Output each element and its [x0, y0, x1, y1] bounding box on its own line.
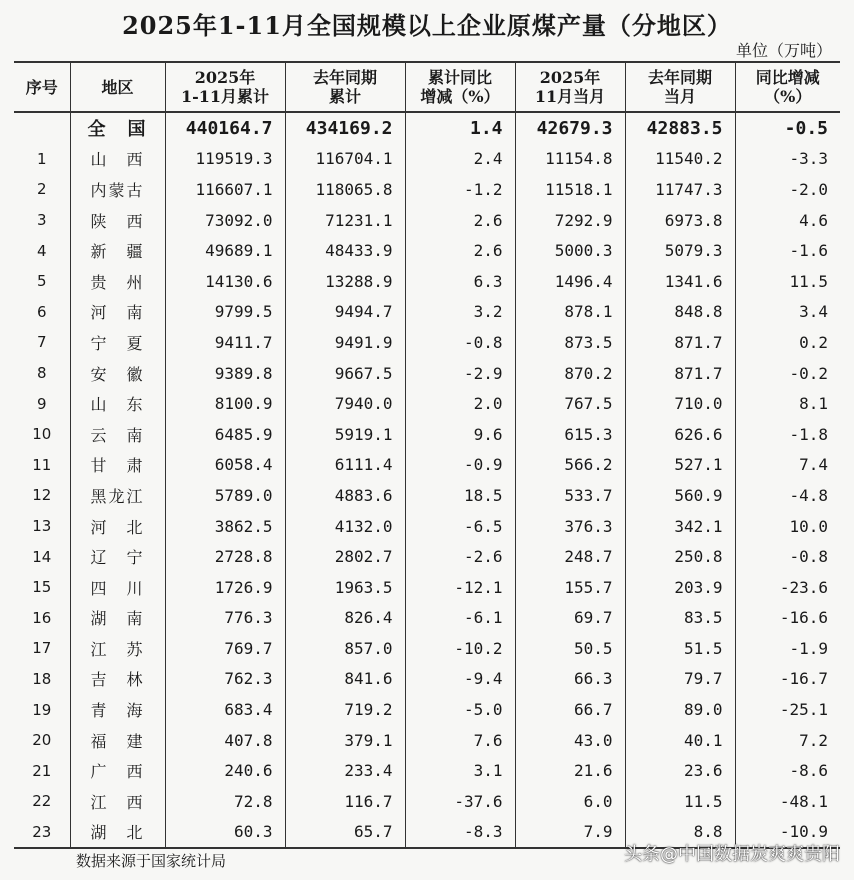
value-cell: 873.5	[515, 327, 625, 358]
value-cell: 6485.9	[165, 419, 285, 450]
table-title: 2025年1-11月全国规模以上企业原煤产量（分地区）	[122, 11, 732, 40]
row-number: 10	[32, 425, 52, 444]
value-cell: -0.8	[405, 327, 515, 358]
value-cell: 7940.0	[285, 388, 405, 419]
source-note: 数据来源于国家统计局	[76, 852, 227, 870]
table-row	[14, 725, 840, 756]
value-cell: 870.2	[515, 358, 625, 389]
value-cell: 7.6	[405, 725, 515, 756]
value-cell: 379.1	[285, 725, 405, 756]
value-cell: 9491.9	[285, 327, 405, 358]
region-cell: 河 南	[70, 297, 165, 328]
table-row	[14, 327, 840, 358]
value-cell: 8.8	[625, 817, 735, 849]
value-cell: -0.8	[735, 541, 840, 572]
value-cell: 626.6	[625, 419, 735, 450]
value-cell: -1.6	[735, 235, 840, 266]
row-number	[14, 112, 70, 144]
value-cell: 560.9	[625, 480, 735, 511]
value-cell: 83.5	[625, 603, 735, 634]
value-cell: -2.6	[405, 541, 515, 572]
value-cell: 9.6	[405, 419, 515, 450]
value-cell: -1.2	[405, 174, 515, 205]
column-header: 序号	[14, 62, 70, 112]
value-cell: 342.1	[625, 511, 735, 542]
value-cell: 21.6	[515, 755, 625, 786]
row-number: 18	[32, 669, 52, 688]
value-cell: 5000.3	[515, 235, 625, 266]
value-cell: 11.5	[735, 266, 840, 297]
column-header: 累计同比 增减（%）	[405, 62, 515, 112]
value-cell: -6.5	[405, 511, 515, 542]
table-row	[14, 541, 840, 572]
value-cell: -25.1	[735, 694, 840, 725]
value-cell: 407.8	[165, 725, 285, 756]
value-cell: 841.6	[285, 664, 405, 695]
region-cell: 湖 南	[70, 603, 165, 634]
table-row	[14, 664, 840, 695]
table-row	[14, 358, 840, 389]
value-cell: -0.2	[735, 358, 840, 389]
row-number: 17	[32, 639, 52, 658]
row-number: 9	[36, 394, 47, 413]
value-cell: 1496.4	[515, 266, 625, 297]
total-row	[14, 112, 840, 144]
value-cell: 89.0	[625, 694, 735, 725]
value-cell: 6973.8	[625, 205, 735, 236]
header-row	[14, 62, 840, 112]
value-cell: 857.0	[285, 633, 405, 664]
row-number: 7	[36, 333, 47, 352]
region-cell: 江 苏	[70, 633, 165, 664]
value-cell: 3862.5	[165, 511, 285, 542]
row-number: 2	[36, 180, 47, 199]
value-cell: 3.2	[405, 297, 515, 328]
value-cell: 65.7	[285, 817, 405, 849]
value-cell: 10.0	[735, 511, 840, 542]
value-cell: 49689.1	[165, 235, 285, 266]
row-number: 20	[32, 731, 52, 750]
value-cell: 11518.1	[515, 174, 625, 205]
table-row	[14, 511, 840, 542]
value-cell: 9389.8	[165, 358, 285, 389]
value-cell: -16.7	[735, 664, 840, 695]
value-cell: -23.6	[735, 572, 840, 603]
value-cell: 871.7	[625, 358, 735, 389]
value-cell: 8100.9	[165, 388, 285, 419]
table-row	[14, 235, 840, 266]
value-cell: 71231.1	[285, 205, 405, 236]
value-cell: 7.4	[735, 450, 840, 481]
table-row	[14, 480, 840, 511]
value-cell: 116704.1	[285, 144, 405, 175]
table-row	[14, 603, 840, 634]
value-cell: 848.8	[625, 297, 735, 328]
value-cell: 615.3	[515, 419, 625, 450]
value-cell: -48.1	[735, 786, 840, 817]
row-number: 8	[36, 364, 47, 383]
watermark: 头条@中国数据炭爽爽贵阳	[624, 844, 840, 865]
value-cell: -0.9	[405, 450, 515, 481]
value-cell: 66.7	[515, 694, 625, 725]
region-cell: 宁 夏	[70, 327, 165, 358]
value-cell: 9667.5	[285, 358, 405, 389]
value-cell: 60.3	[165, 817, 285, 849]
region-cell: 全 国	[70, 112, 165, 144]
value-cell: 5079.3	[625, 235, 735, 266]
row-number: 6	[36, 302, 47, 321]
value-cell: 248.7	[515, 541, 625, 572]
value-cell: 762.3	[165, 664, 285, 695]
value-cell: -2.9	[405, 358, 515, 389]
value-cell: 240.6	[165, 755, 285, 786]
row-number: 14	[32, 547, 52, 566]
value-cell: 767.5	[515, 388, 625, 419]
region-cell: 陕 西	[70, 205, 165, 236]
row-number: 15	[32, 578, 52, 597]
value-cell: 5789.0	[165, 480, 285, 511]
value-cell: 42679.3	[515, 112, 625, 144]
value-cell: 710.0	[625, 388, 735, 419]
region-cell: 新 疆	[70, 235, 165, 266]
value-cell: 376.3	[515, 511, 625, 542]
value-cell: 116607.1	[165, 174, 285, 205]
value-cell: 79.7	[625, 664, 735, 695]
value-cell: 233.4	[285, 755, 405, 786]
value-cell: 1963.5	[285, 572, 405, 603]
row-number: 5	[36, 272, 47, 291]
value-cell: 7.9	[515, 817, 625, 849]
value-cell: 6111.4	[285, 450, 405, 481]
value-cell: -6.1	[405, 603, 515, 634]
value-cell: 119519.3	[165, 144, 285, 175]
value-cell: 826.4	[285, 603, 405, 634]
value-cell: 2.6	[405, 205, 515, 236]
value-cell: 2.0	[405, 388, 515, 419]
value-cell: 51.5	[625, 633, 735, 664]
region-cell: 广 西	[70, 755, 165, 786]
value-cell: 18.5	[405, 480, 515, 511]
column-header: 同比增减 （%）	[735, 62, 840, 112]
row-number: 13	[32, 517, 52, 536]
value-cell: 155.7	[515, 572, 625, 603]
value-cell: 42883.5	[625, 112, 735, 144]
value-cell: 2728.8	[165, 541, 285, 572]
region-cell: 甘 肃	[70, 450, 165, 481]
value-cell: 5919.1	[285, 419, 405, 450]
value-cell: 533.7	[515, 480, 625, 511]
value-cell: 9411.7	[165, 327, 285, 358]
value-cell: 116.7	[285, 786, 405, 817]
value-cell: 878.1	[515, 297, 625, 328]
value-cell: 871.7	[625, 327, 735, 358]
row-number: 3	[36, 211, 47, 230]
value-cell: 1341.6	[625, 266, 735, 297]
value-cell: 769.7	[165, 633, 285, 664]
value-cell: -9.4	[405, 664, 515, 695]
row-number: 4	[36, 241, 47, 260]
value-cell: -0.5	[735, 112, 840, 144]
value-cell: 118065.8	[285, 174, 405, 205]
value-cell: 40.1	[625, 725, 735, 756]
value-cell: 69.7	[515, 603, 625, 634]
value-cell: 3.1	[405, 755, 515, 786]
region-cell: 安 徽	[70, 358, 165, 389]
value-cell: 2.4	[405, 144, 515, 175]
region-cell: 云 南	[70, 419, 165, 450]
value-cell: 66.3	[515, 664, 625, 695]
value-cell: 43.0	[515, 725, 625, 756]
value-cell: -10.2	[405, 633, 515, 664]
value-cell: -2.0	[735, 174, 840, 205]
value-cell: 7292.9	[515, 205, 625, 236]
value-cell: 11747.3	[625, 174, 735, 205]
region-cell: 黑龙江	[70, 480, 165, 511]
table-row	[14, 144, 840, 175]
table-row	[14, 174, 840, 205]
row-number: 21	[32, 761, 52, 780]
value-cell: -4.8	[735, 480, 840, 511]
value-cell: 1.4	[405, 112, 515, 144]
region-cell: 河 北	[70, 511, 165, 542]
value-cell: 9494.7	[285, 297, 405, 328]
value-cell: 50.5	[515, 633, 625, 664]
table-row	[14, 694, 840, 725]
value-cell: 13288.9	[285, 266, 405, 297]
value-cell: 14130.6	[165, 266, 285, 297]
value-cell: 9799.5	[165, 297, 285, 328]
value-cell: -1.9	[735, 633, 840, 664]
value-cell: 3.4	[735, 297, 840, 328]
region-cell: 湖 北	[70, 817, 165, 849]
region-cell: 四 川	[70, 572, 165, 603]
value-cell: 683.4	[165, 694, 285, 725]
value-cell: 11540.2	[625, 144, 735, 175]
region-cell: 吉 林	[70, 664, 165, 695]
value-cell: 4132.0	[285, 511, 405, 542]
value-cell: 4883.6	[285, 480, 405, 511]
value-cell: -16.6	[735, 603, 840, 634]
row-number: 16	[32, 608, 52, 627]
value-cell: 527.1	[625, 450, 735, 481]
table-row	[14, 388, 840, 419]
column-header: 地区	[70, 62, 165, 112]
value-cell: 72.8	[165, 786, 285, 817]
value-cell: 8.1	[735, 388, 840, 419]
unit-label: 单位（万吨）	[735, 41, 832, 60]
value-cell: 776.3	[165, 603, 285, 634]
row-number: 12	[32, 486, 52, 505]
region-cell: 青 海	[70, 694, 165, 725]
row-number: 22	[32, 792, 52, 811]
table-row	[14, 450, 840, 481]
value-cell: -8.6	[735, 755, 840, 786]
row-number: 23	[14, 817, 70, 849]
value-cell: 566.2	[515, 450, 625, 481]
region-cell: 辽 宁	[70, 541, 165, 572]
value-cell: 11.5	[625, 786, 735, 817]
value-cell: 719.2	[285, 694, 405, 725]
value-cell: 7.2	[735, 725, 840, 756]
value-cell: 73092.0	[165, 205, 285, 236]
value-cell: 6.3	[405, 266, 515, 297]
value-cell: 1726.9	[165, 572, 285, 603]
table-row	[14, 755, 840, 786]
region-cell: 江 西	[70, 786, 165, 817]
table-row	[14, 266, 840, 297]
value-cell: -5.0	[405, 694, 515, 725]
column-header: 2025年 11月当月	[515, 62, 625, 112]
row-number: 1	[36, 149, 47, 168]
column-header: 去年同期 当月	[625, 62, 735, 112]
row-number: 19	[32, 700, 52, 719]
region-cell: 贵 州	[70, 266, 165, 297]
value-cell: 2802.7	[285, 541, 405, 572]
value-cell: 23.6	[625, 755, 735, 786]
value-cell: -1.8	[735, 419, 840, 450]
table-row	[14, 633, 840, 664]
table-row	[14, 205, 840, 236]
value-cell: -10.9	[735, 817, 840, 849]
value-cell: 11154.8	[515, 144, 625, 175]
value-cell: -37.6	[405, 786, 515, 817]
column-header: 去年同期 累计	[285, 62, 405, 112]
table-row	[14, 572, 840, 603]
region-cell: 内蒙古	[70, 174, 165, 205]
table-row	[14, 786, 840, 817]
value-cell: -3.3	[735, 144, 840, 175]
table-row	[14, 419, 840, 450]
value-cell: 48433.9	[285, 235, 405, 266]
value-cell: -8.3	[405, 817, 515, 849]
coal-output-table	[14, 61, 840, 849]
value-cell: 250.8	[625, 541, 735, 572]
value-cell: 0.2	[735, 327, 840, 358]
value-cell: 4.6	[735, 205, 840, 236]
value-cell: 203.9	[625, 572, 735, 603]
region-cell: 福 建	[70, 725, 165, 756]
table-row	[14, 297, 840, 328]
value-cell: 434169.2	[285, 112, 405, 144]
region-cell: 山 西	[70, 144, 165, 175]
value-cell: -12.1	[405, 572, 515, 603]
value-cell: 6058.4	[165, 450, 285, 481]
region-cell: 山 东	[70, 388, 165, 419]
value-cell: 6.0	[515, 786, 625, 817]
column-header: 2025年 1-11月累计	[165, 62, 285, 112]
value-cell: 2.6	[405, 235, 515, 266]
row-number: 11	[32, 455, 52, 474]
value-cell: 440164.7	[165, 112, 285, 144]
